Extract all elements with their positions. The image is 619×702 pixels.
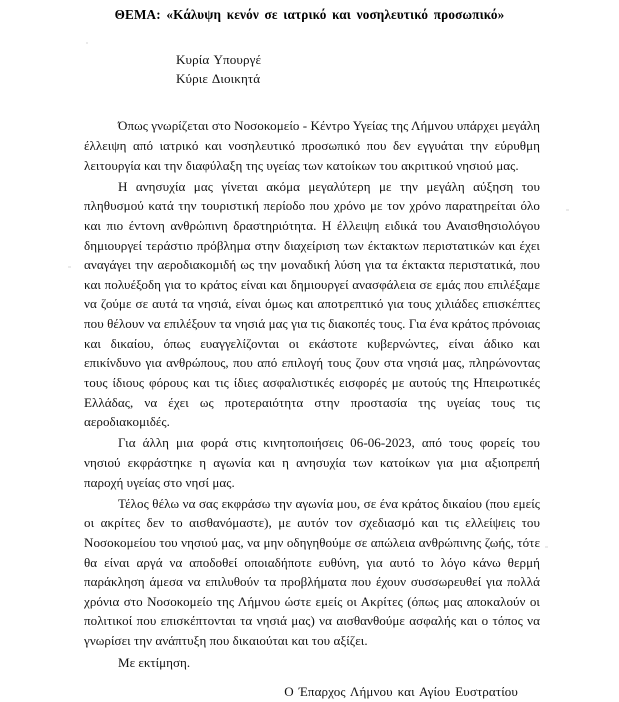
closing-line: Με εκτίμηση.	[118, 654, 191, 670]
signature-title: Ο Έπαρχος Λήμνου και Αγίου Ευστρατίου	[284, 684, 518, 700]
document-subject-heading: ΘΕΜΑ: «Κάλυψη κενόν σε ιατρικό και νοσηλευτικό προσωπικό»	[114, 7, 505, 22]
document-body	[0, 89, 619, 702]
salutation-block	[0, 24, 619, 90]
paragraph-1: Όπως γνωρίζεται στο Νοσοκομείο - Κέντρο Υγείας της Λήμνου υπάρχει μεγάλη έλλειψη από ιατρικό και νοσηλευτικό προσωπικό που δεν εγγυάται την εύρυθμη λειτουργία και την διαφύλαξη της υγείας των κατοίκων του ακριτικού νησιού μας.	[84, 118, 540, 173]
salutation-line-minister: Κυρία Υπουργέ	[176, 51, 262, 67]
paragraph-2: Η ανησυχία μας γίνεται ακόμα μεγαλύτερη με την μεγάλη αύξηση του πληθυσμού κατά την τουριστική περίοδο που χρόνο με τον χρόνο παρατηρείται όλο και πιο έντονη ανθρώπινη δραστηριότητα. Η έλλειψη ειδικά του Αναισθησιολόγου δημιουργεί τεράστιο πρόβλημα στην διαχείριση των έκτακτων περιστατικών και έχει αναγάγει την αεροδιακομιδή ως την μοναδική λύση για τα έκτακτα περιστατικά, που και πολυέξοδη για το κράτος είναι και δημιουργεί ανασφάλεια σε εμάς που επιλέξαμε να ζούμε σε αυτά τα νησιά, είναι όμως και αποτρεπτικό για τους χιλιάδες επισκέπτες που θέλουν να επιλέξουν τα νησιά μας για τις διακοπές τους. Για ένα κράτος πρόνοιας και δικαίου, όπως ευαγγελίζονται οι εκάστοτε κυβερνώντες, είναι άδικο και επικίνδυνο για ανθρώπους, που από επιλογή τους ζουν στα νησιά μας, πληρώνοντας τους ίδιους φόρους και τις ίδιες ασφαλιστικές εισφορές με αυτούς της Ηπειρωτικές Ελλάδας, να έχει ως προτεραιότητα στην προστασία της υγείας τους τις αεροδιακομιδές.	[84, 178, 540, 430]
paragraph-3: Για άλλη μια φορά στις κινητοποιήσεις 06-06-2023, από τους φορείς του νησιού εκφράστηκε η αγωνία και η ανησυχία των κατοίκων για μια αξιοπρεπή παροχή υγείας στο νησί μας.	[84, 435, 540, 490]
salutation-line-administrator: Κύριε Διοικητά	[176, 71, 261, 87]
paragraph-4: Τέλος θέλω να σας εκφράσω την αγωνία μου, σε ένα κράτος δικαίου (που εμείς οι ακρίτες δεν το αισθανόμαστε), με αυτόν τον σχεδιασμό και τις ελλείψεις του Νοσοκομείου του νησιού μας, να μην οδηγηθούμε σε απώλεια ανθρώπινης ζωής, τότε θα είναι αργά να αποδοθεί οποιαδήποτε ευθύνη, για αυτό το λόγο κάνω θερμή παράκληση άμεσα να επιλυθούν τα προβλήματα που έχουν συσσωρευθεί για πολλά χρόνια στο Νοσοκομείο της Λήμνου ώστε εμείς οι Ακρίτες (όπως μας αποκαλούν οι πολιτικοί που επισκέπτονται τα νησιά μας) να αισθανθούμε ασφαλής και ο τόπος να γνωρίσει την ανάπτυξη που δικαιούται και του αξίζει.	[84, 495, 540, 649]
